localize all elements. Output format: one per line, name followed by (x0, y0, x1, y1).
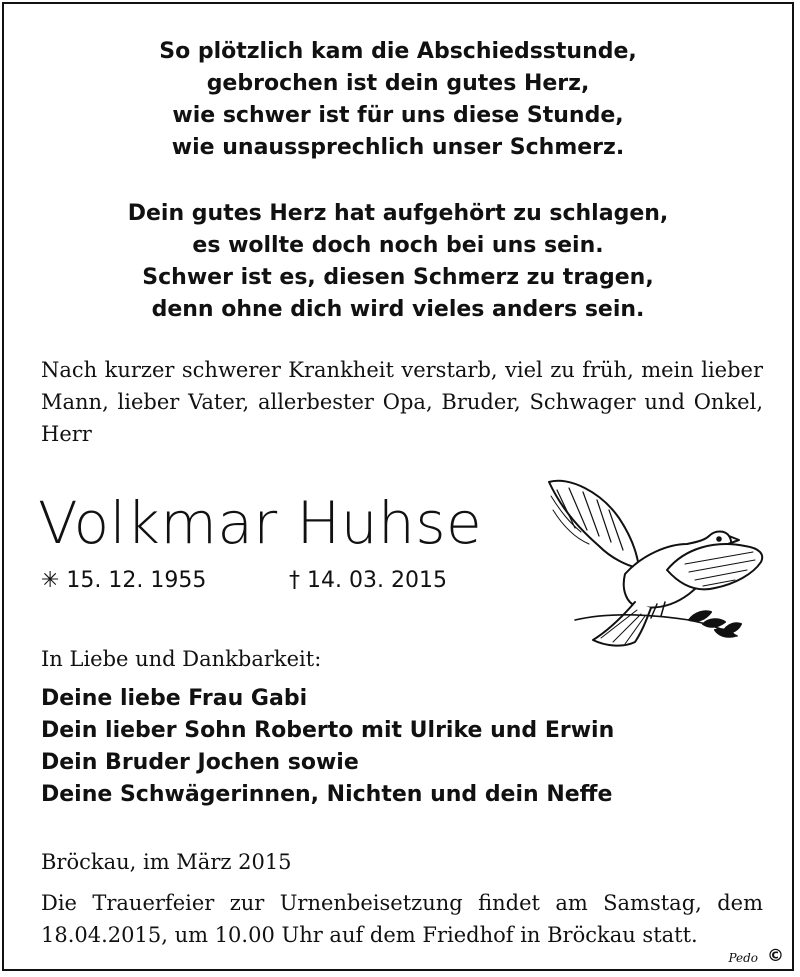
death-date: † 14. 03. 2015 (289, 568, 447, 593)
poem-line: So plötzlich kam die Abschiedsstunde, (159, 39, 637, 64)
poem-line: wie schwer ist für uns diese Stunde, (172, 103, 624, 128)
poem-line: gebrochen ist dein gutes Herz, (206, 71, 590, 96)
deceased-name: Volkmar Huhse (38, 489, 483, 557)
love-line: In Liebe und Dankbarkeit: (41, 647, 322, 671)
signature-mark: Pedo (728, 951, 758, 965)
family-member: Dein lieber Sohn Roberto mit Ulrike und Erwin (41, 718, 615, 743)
poem-line: wie unaussprechlich unser Schmerz. (171, 135, 625, 160)
poem-line: denn ohne dich wird vieles anders sein. (151, 297, 645, 322)
family-member: Dein Bruder Jochen sowie (41, 750, 359, 775)
poem-line: Dein gutes Herz hat aufgehört zu schlagen, (127, 201, 669, 226)
intro-text: Nach kurzer schwerer Krankheit verstarb, viel zu früh, mein lieber Mann, lieber Vater, allerbester Opa, Bruder, Schwager und Onkel, Herr (41, 358, 763, 446)
family-list (41, 683, 614, 811)
family-member: Deine liebe Frau Gabi (41, 686, 308, 711)
poem-line: Schwer ist es, diesen Schmerz zu tragen, (142, 265, 654, 290)
poem-stanza-1 (4, 36, 792, 164)
birth-date: ✳ 15. 12. 1955 (41, 568, 207, 593)
poem-stanza-2 (4, 198, 792, 326)
family-member: Deine Schwägerinnen, Nichten und dein Neffe (41, 782, 613, 807)
place-date: Bröckau, im März 2015 (41, 850, 292, 874)
poem-line: es wollte doch noch bei uns sein. (192, 233, 604, 258)
copyright-mark: © (767, 946, 784, 966)
obituary-notice (2, 2, 794, 971)
dove-with-olive-branch-icon (539, 470, 769, 656)
ceremony-text: Die Trauerfeier zur Urnenbeisetzung findet am Samstag, dem 18.04.2015, um 10.00 Uhr auf dem Friedhof in Bröckau statt. (41, 891, 763, 947)
